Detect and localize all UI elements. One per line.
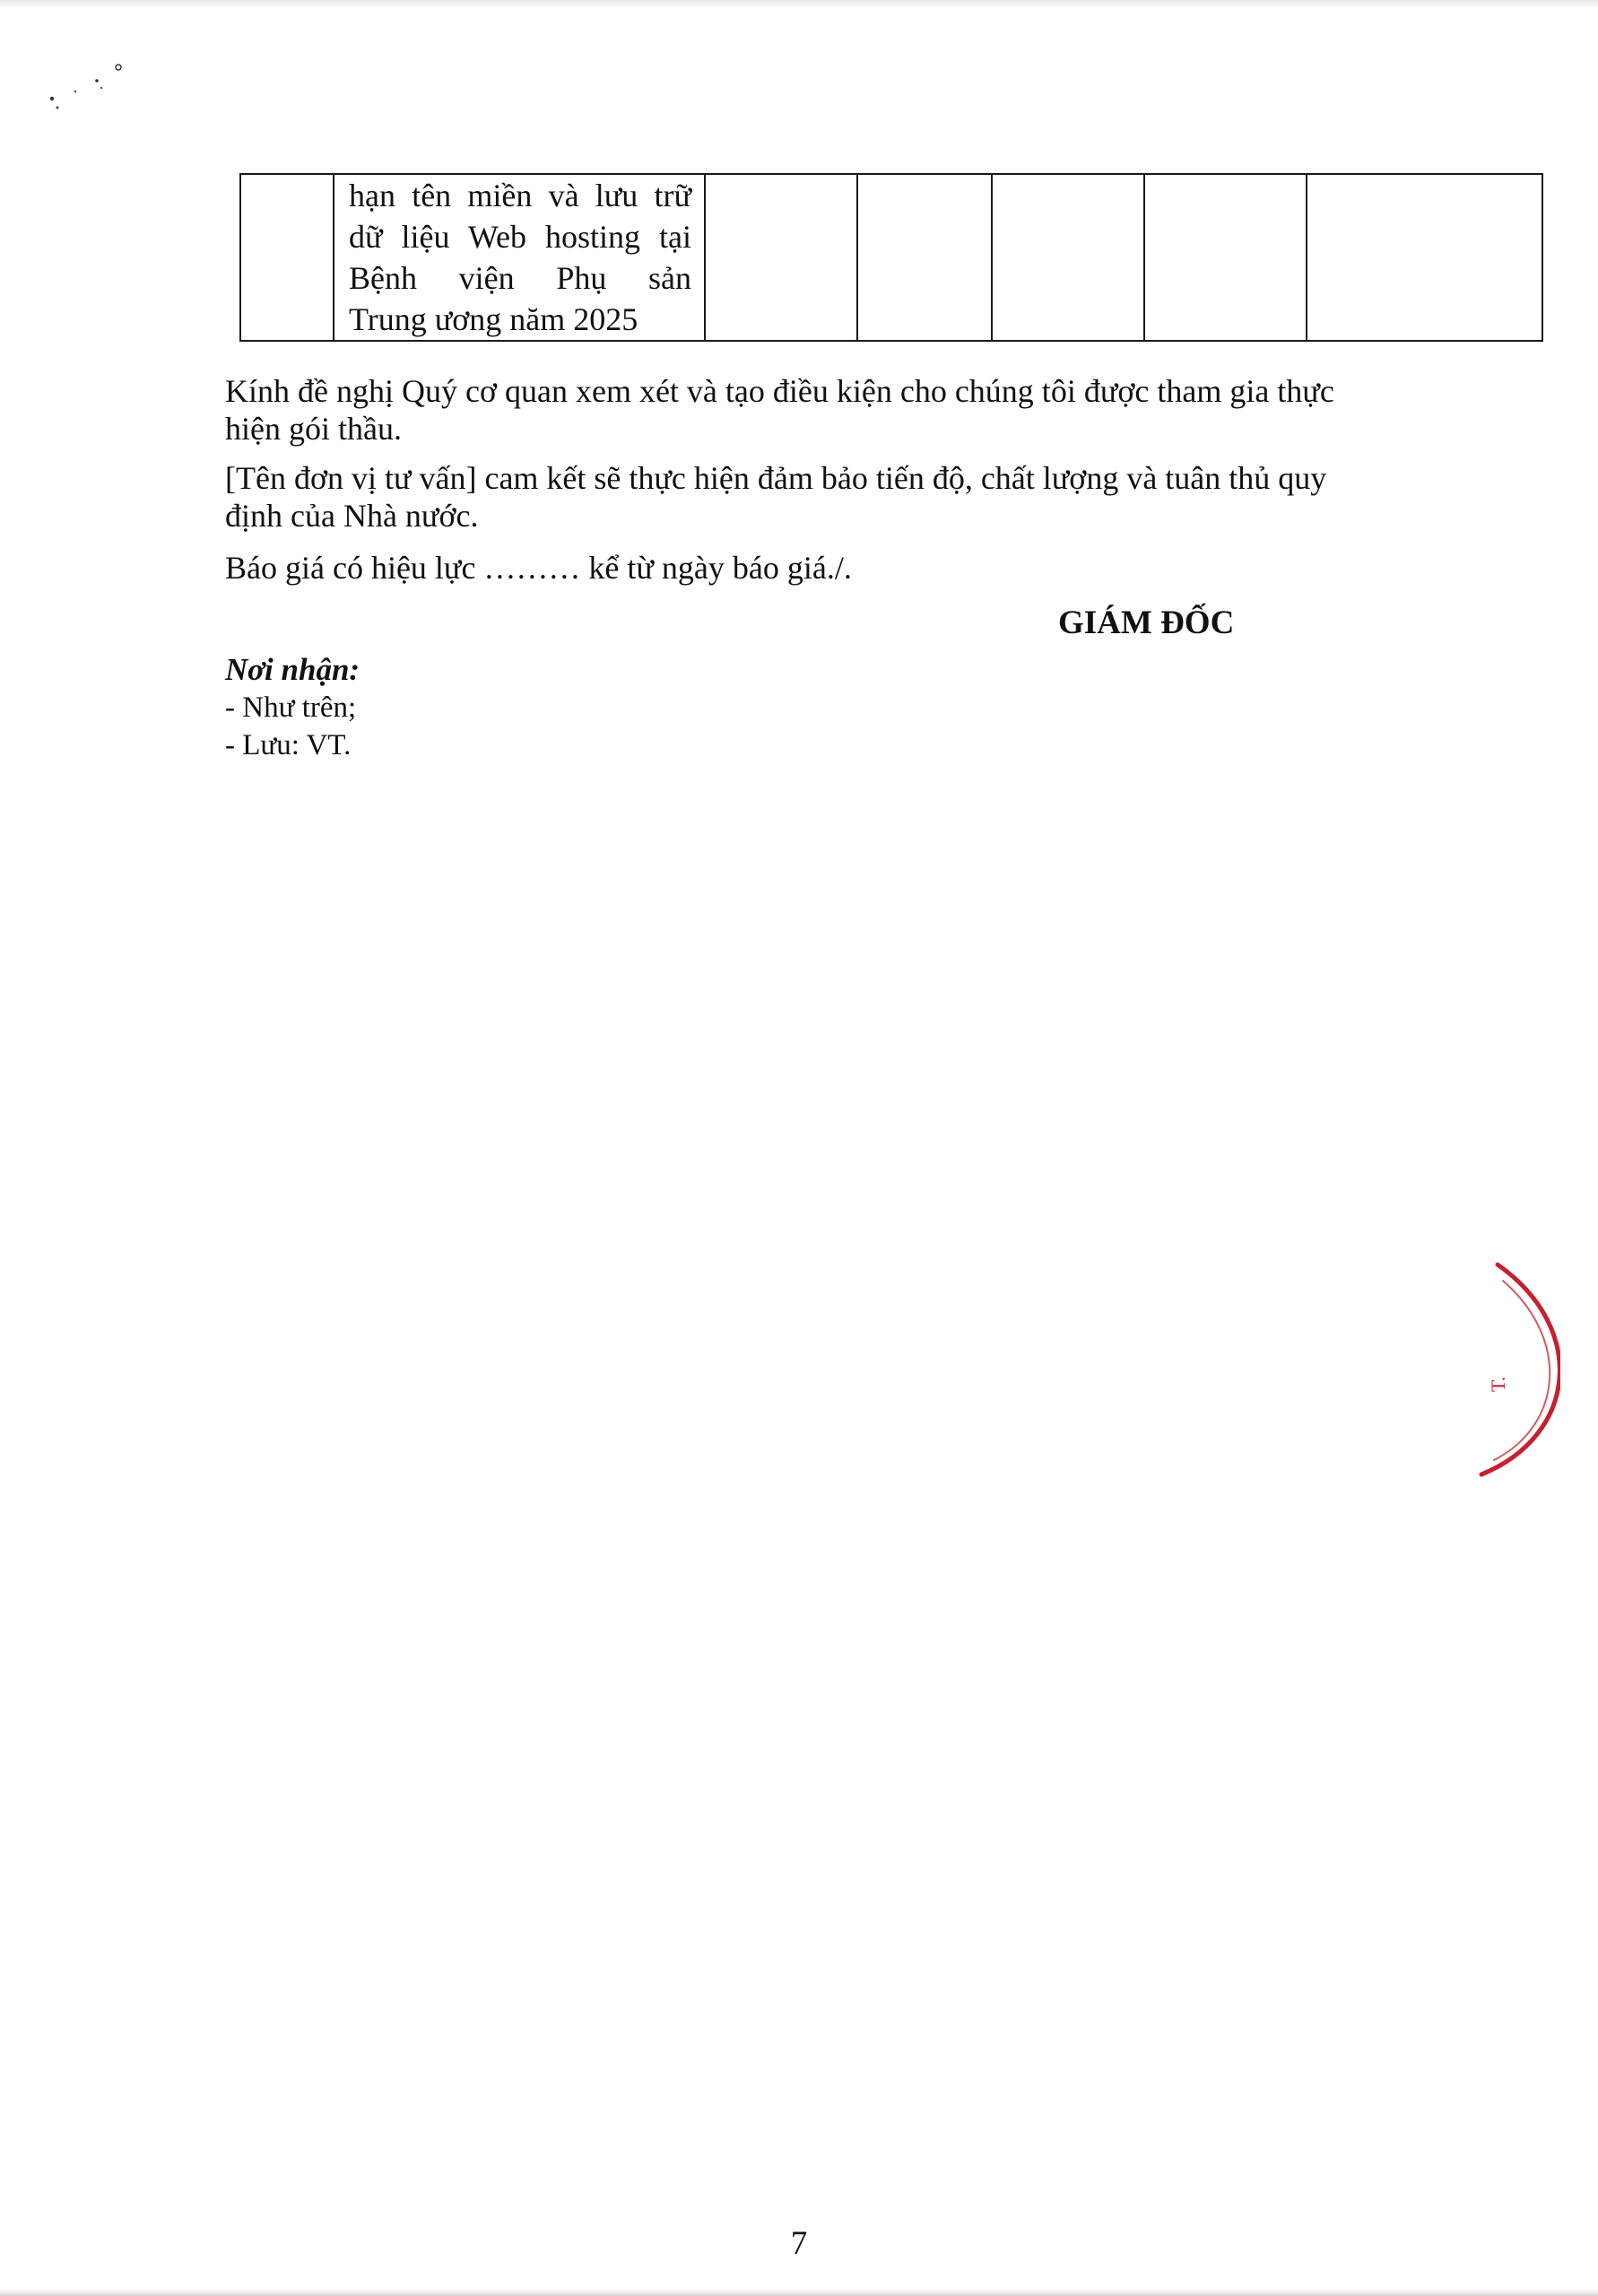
paragraph-line: [Tên đơn vị tư vấn] cam kết sẽ thực hiện đảm bảo tiến độ, chất lượng và tuân thủ quy: [225, 460, 1327, 496]
table-cell: [1307, 174, 1542, 341]
recipient-item: - Lưu: VT.: [225, 729, 352, 761]
signer-title: GIÁM ĐỐC: [1058, 604, 1235, 641]
validity-paragraph: Báo giá có hiệu lực ……… kể từ ngày báo giá./.: [225, 550, 852, 586]
paragraph-line: Kính đề nghị Quý cơ quan xem xét và tạo điều kiện cho chúng tôi được tham gia thực: [225, 373, 1334, 409]
description-line: hạn tên miền và lưu trữ: [349, 178, 691, 213]
recipients-block: [225, 651, 360, 764]
price-table: [239, 173, 1543, 342]
red-stamp-fragment: [1453, 1256, 1560, 1489]
paragraph-line: định của Nhà nước.: [225, 498, 479, 534]
commitment-paragraph: [225, 459, 1326, 535]
paper-specks: [45, 54, 135, 117]
table-cell: [857, 174, 992, 341]
table-cell: [992, 174, 1144, 341]
page-top-edge: [0, 0, 1598, 9]
paragraph-line: hiện gói thầu.: [225, 411, 402, 447]
table-cell-stt: [240, 174, 334, 341]
page-number: 7: [790, 2225, 808, 2262]
table-row: [240, 174, 1542, 341]
page-bottom-edge: [0, 2289, 1598, 2296]
table-cell-description: [334, 174, 705, 341]
description-line: Trung ương năm 2025: [349, 301, 638, 337]
table-cell: [1144, 174, 1307, 341]
description-line: Bệnh viện Phụ sản: [349, 260, 691, 296]
stamp-fragment-text: T.: [1487, 1376, 1509, 1392]
recipients-heading: Nơi nhận:: [225, 652, 360, 687]
recipient-item: - Như trên;: [225, 691, 357, 724]
description-line: dữ liệu Web hosting tại: [349, 219, 691, 255]
table-cell: [705, 174, 857, 341]
request-paragraph: [225, 372, 1334, 448]
